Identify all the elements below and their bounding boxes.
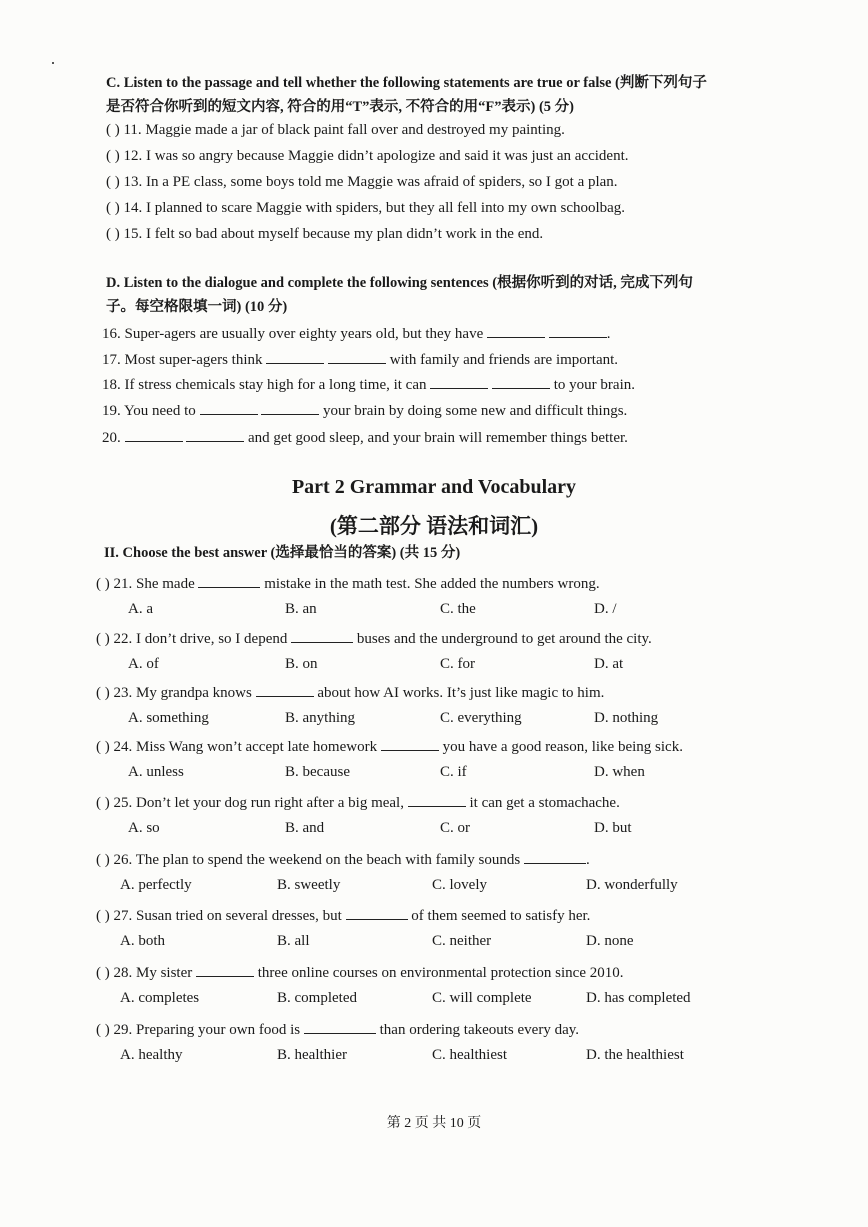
answer-blank[interactable] bbox=[381, 736, 439, 751]
question-text: buses and the underground to get around the city. bbox=[356, 631, 652, 647]
option-c[interactable]: C. if bbox=[440, 764, 467, 780]
question-text: three online courses on environmental protection since 2010. bbox=[257, 965, 624, 981]
fill-item-text: 18. If stress chemicals stay high for a long time, it can bbox=[102, 377, 427, 393]
question-text: ( ) 22. I don’t drive, so I depend bbox=[96, 631, 288, 647]
section-c-heading-line2: 是否符合你听到的短文内容, 符合的用“T”表示, 不符合的用“F”表示) (5 分) bbox=[106, 99, 575, 115]
fill-item-text: 20. bbox=[102, 430, 121, 446]
question-text: you have a good reason, like being sick. bbox=[442, 739, 683, 755]
answer-blank[interactable] bbox=[328, 349, 386, 364]
question-text: ( ) 28. My sister bbox=[96, 965, 193, 981]
fill-item-16 bbox=[102, 323, 611, 343]
option-c[interactable]: C. everything bbox=[440, 710, 522, 726]
option-a[interactable]: A. both bbox=[120, 933, 165, 949]
fill-item-text: and get good sleep, and your brain will remember things better. bbox=[248, 430, 628, 446]
answer-blank[interactable] bbox=[346, 905, 408, 920]
option-a[interactable]: A. so bbox=[128, 820, 160, 836]
option-b[interactable]: B. completed bbox=[277, 990, 357, 1006]
option-d[interactable]: D. has completed bbox=[586, 990, 691, 1006]
fill-item-text: with family and friends are important. bbox=[389, 352, 619, 368]
answer-blank[interactable] bbox=[304, 1019, 376, 1034]
fill-item-17 bbox=[102, 349, 618, 369]
option-b[interactable]: B. because bbox=[285, 764, 350, 780]
mcq-question-25 bbox=[96, 792, 620, 812]
option-a[interactable]: A. completes bbox=[120, 990, 200, 1006]
section-d-heading-line2: 子。每空格限填一词) (10 分) bbox=[106, 299, 288, 315]
answer-blank[interactable] bbox=[492, 374, 550, 389]
section-c-heading-line1: C. Listen to the passage and tell whether the following statements are true or false (判断下列句子 bbox=[106, 75, 707, 91]
option-c[interactable]: C. healthiest bbox=[432, 1047, 507, 1063]
mcq-question-21 bbox=[96, 573, 600, 593]
option-c[interactable]: C. or bbox=[440, 820, 470, 836]
option-a[interactable]: A. healthy bbox=[120, 1047, 183, 1063]
question-text: ( ) 23. My grandpa knows bbox=[96, 685, 252, 701]
section-d-heading-line1: D. Listen to the dialogue and complete the following sentences (根据你听到的对话, 完成下列句 bbox=[106, 275, 693, 291]
option-d[interactable]: D. none bbox=[586, 933, 634, 949]
answer-blank[interactable] bbox=[261, 400, 319, 415]
option-d[interactable]: D. when bbox=[594, 764, 645, 780]
option-c[interactable]: C. lovely bbox=[432, 877, 487, 893]
tf-item-11: ( ) 11. Maggie made a jar of black paint fall over and destroyed my painting. bbox=[106, 122, 565, 138]
option-d[interactable]: D. the healthiest bbox=[586, 1047, 684, 1063]
question-text: . bbox=[585, 852, 590, 868]
mcq-question-23 bbox=[96, 682, 604, 702]
question-text: ( ) 29. Preparing your own food is bbox=[96, 1022, 301, 1038]
question-text: about how AI works. It’s just like magic to him. bbox=[317, 685, 605, 701]
answer-blank[interactable] bbox=[256, 682, 314, 697]
fill-item-text: 19. You need to bbox=[102, 403, 196, 419]
option-d[interactable]: D. wonderfully bbox=[586, 877, 678, 893]
option-c[interactable]: C. neither bbox=[432, 933, 492, 949]
fill-item-text: . bbox=[606, 326, 611, 342]
question-text: ( ) 24. Miss Wang won’t accept late homework bbox=[96, 739, 378, 755]
answer-blank[interactable] bbox=[186, 427, 244, 442]
answer-blank[interactable] bbox=[125, 427, 183, 442]
option-c[interactable]: C. will complete bbox=[432, 990, 532, 1006]
option-d[interactable]: D. but bbox=[594, 820, 632, 836]
question-text: it can get a stomachache. bbox=[469, 795, 620, 811]
tf-item-12: ( ) 12. I was so angry because Maggie didn’t apologize and said it was just an accident. bbox=[106, 148, 629, 164]
answer-blank[interactable] bbox=[408, 792, 466, 807]
question-text: mistake in the math test. She added the numbers wrong. bbox=[264, 576, 600, 592]
option-b[interactable]: B. all bbox=[277, 933, 310, 949]
mcq-question-28 bbox=[96, 962, 623, 982]
answer-blank[interactable] bbox=[198, 573, 260, 588]
fill-item-text: your brain by doing some new and difficult things. bbox=[323, 403, 628, 419]
answer-blank[interactable] bbox=[291, 628, 353, 643]
tf-item-14: ( ) 14. I planned to scare Maggie with spiders, but they all fell into my own schoolbag. bbox=[106, 200, 626, 216]
fill-item-text: 17. Most super-agers think bbox=[102, 352, 263, 368]
section-ii-heading: II. Choose the best answer (选择最恰当的答案) (共 15 分) bbox=[104, 545, 461, 561]
option-a[interactable]: A. a bbox=[128, 601, 153, 617]
tf-item-15: ( ) 15. I felt so bad about myself because my plan didn’t work in the end. bbox=[106, 226, 544, 242]
question-text: than ordering takeouts every day. bbox=[379, 1022, 580, 1038]
mcq-question-29 bbox=[96, 1019, 579, 1039]
fill-item-19 bbox=[102, 400, 627, 420]
option-d[interactable]: D. / bbox=[594, 601, 617, 617]
option-c[interactable]: C. for bbox=[440, 656, 475, 672]
answer-blank[interactable] bbox=[266, 349, 324, 364]
option-b[interactable]: B. healthier bbox=[277, 1047, 347, 1063]
option-b[interactable]: B. on bbox=[285, 656, 318, 672]
option-b[interactable]: B. anything bbox=[285, 710, 355, 726]
answer-blank[interactable] bbox=[524, 849, 586, 864]
answer-blank[interactable] bbox=[200, 400, 258, 415]
fill-item-text: 16. Super-agers are usually over eighty years old, but they have bbox=[102, 326, 484, 342]
option-a[interactable]: A. something bbox=[128, 710, 209, 726]
part2-title: Part 2 Grammar and Vocabulary bbox=[291, 476, 577, 498]
answer-blank[interactable] bbox=[430, 374, 488, 389]
option-a[interactable]: A. perfectly bbox=[120, 877, 192, 893]
fill-item-text: to your brain. bbox=[553, 377, 635, 393]
option-a[interactable]: A. of bbox=[128, 656, 159, 672]
mcq-question-26 bbox=[96, 849, 590, 869]
question-text: of them seemed to satisfy her. bbox=[411, 908, 591, 924]
mcq-question-24 bbox=[96, 736, 683, 756]
tf-item-13: ( ) 13. In a PE class, some boys told me Maggie was afraid of spiders, so I got a plan. bbox=[106, 174, 618, 190]
question-text: ( ) 27. Susan tried on several dresses, but bbox=[96, 908, 342, 924]
answer-blank[interactable] bbox=[196, 962, 254, 977]
fill-item-20 bbox=[102, 427, 628, 447]
answer-blank[interactable] bbox=[549, 323, 607, 338]
option-b[interactable]: B. an bbox=[285, 601, 317, 617]
answer-blank[interactable] bbox=[487, 323, 545, 338]
question-text: ( ) 26. The plan to spend the weekend on the beach with family sounds bbox=[96, 852, 521, 868]
option-d[interactable]: D. nothing bbox=[594, 710, 659, 726]
mcq-question-27 bbox=[96, 905, 590, 925]
option-d[interactable]: D. at bbox=[594, 656, 624, 672]
fill-item-18 bbox=[102, 374, 635, 394]
option-b[interactable]: B. and bbox=[285, 820, 325, 836]
option-c[interactable]: C. the bbox=[440, 601, 476, 617]
scan-speck bbox=[52, 62, 54, 64]
page-footer: 第 2 页 共 10 页 bbox=[386, 1116, 482, 1131]
part2-subtitle: (第二部分 语法和词汇) bbox=[329, 514, 539, 538]
option-b[interactable]: B. sweetly bbox=[277, 877, 341, 893]
question-text: ( ) 25. Don’t let your dog run right after a big meal, bbox=[96, 795, 404, 811]
option-a[interactable]: A. unless bbox=[128, 764, 184, 780]
mcq-question-22 bbox=[96, 628, 652, 648]
question-text: ( ) 21. She made bbox=[96, 576, 195, 592]
